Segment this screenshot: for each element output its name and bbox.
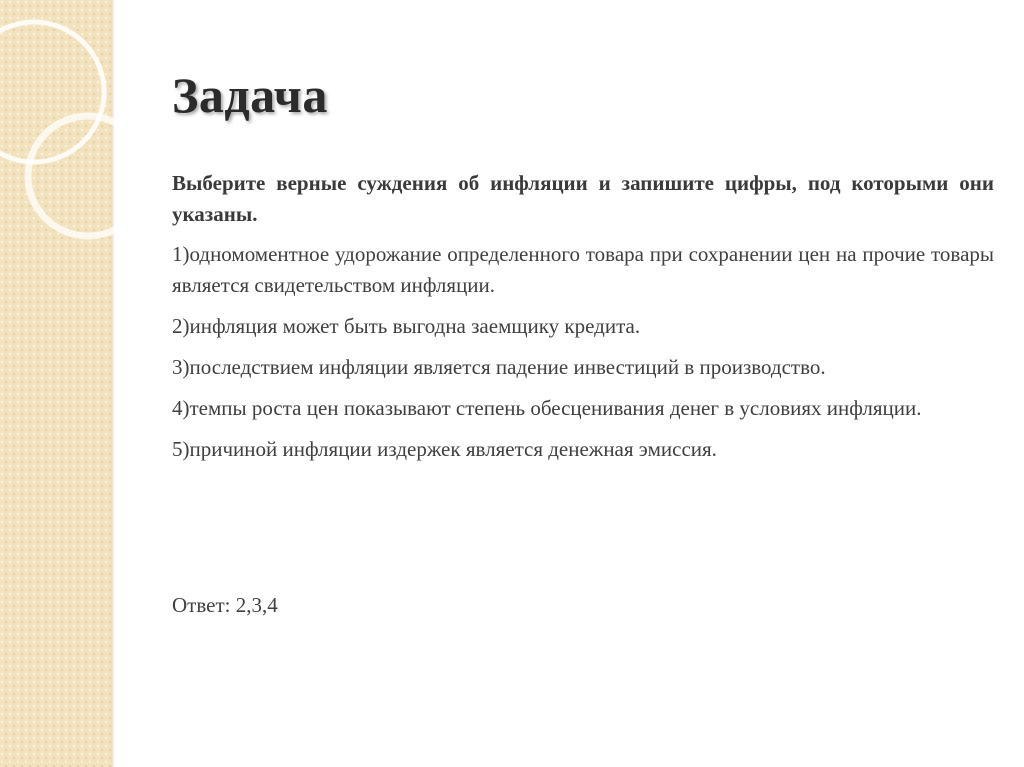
small-ring xyxy=(28,116,140,236)
statement-list xyxy=(172,239,994,475)
statement-item-4: 4)темпы роста цен показывают степень обесценивания денег в условиях инфляции. xyxy=(172,396,922,420)
statement-item-3: 3)последствием инфляции является падение инвестиций в производство. xyxy=(172,355,826,379)
statement-item-1: 1)одномоментное удорожание определенного товара при сохранении цен на прочие товары является свидетельством инфляции. xyxy=(172,242,994,297)
slide-title: Задача xyxy=(172,67,328,123)
statement-item-2: 2)инфляция может быть выгодна заемщику кредита. xyxy=(172,314,641,338)
decorative-rings-icon xyxy=(0,0,140,300)
large-ring xyxy=(0,22,104,162)
answer-text: Ответ: 2,3,4 xyxy=(172,593,278,617)
task-statement: Выберите верные суждения об инфляции и запишите цифры, под которыми они указаны. xyxy=(172,171,994,226)
statement-item-5: 5)причиной инфляции издержек является денежная эмиссия. xyxy=(172,437,717,461)
